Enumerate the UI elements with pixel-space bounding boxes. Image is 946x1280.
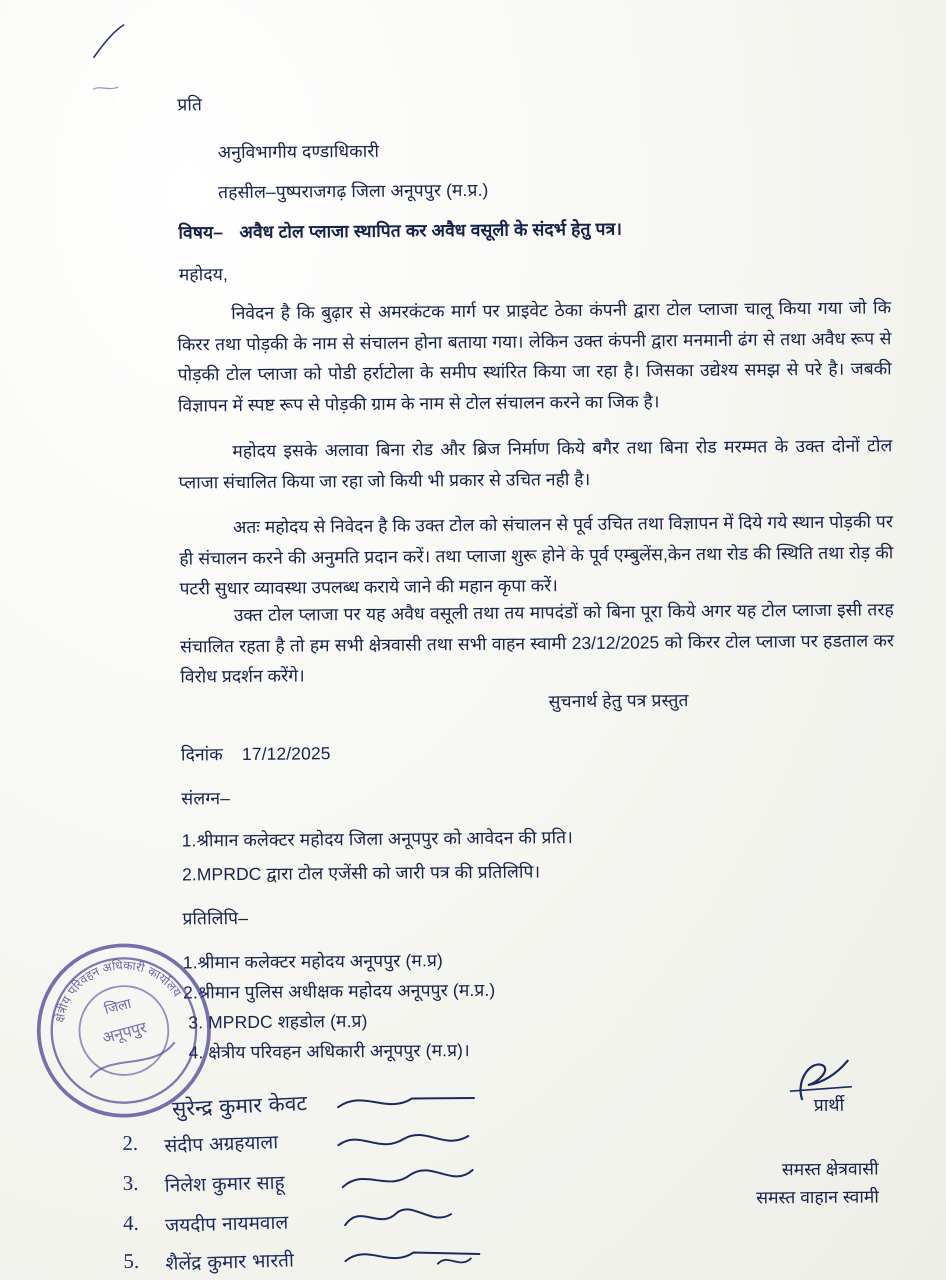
greeting: महोदय,: [178, 264, 228, 285]
signature-footer-line-1: समस्त क्षेत्रवासी: [781, 1158, 879, 1180]
signature-stroke-1-icon: [334, 1082, 484, 1123]
signature-stroke-5-icon: [341, 1238, 491, 1280]
paragraph-3: अतः महोदय से निवेदन है कि उक्त टोल को संचालन से पूर्व उचित तथा विज्ञापन में दिये गये स्थान पोड़की पर ही संचालन करने की अनुमति प्रदान करें। तथा प्लाजा शुरू होने के पूर्व एम्बुलेंस,केन तथा रोड की स्थिति तथा रोड़ की पटरी सुधार व्यावस्था उपलब्ध कराये जाने की महान कृपा करें।: [179, 511, 894, 599]
addressee-jurisdiction: तहसील–पुष्पराजगढ़ जिला अनूपपुर (म.प्र.): [217, 179, 489, 203]
addressee-salutation: प्रति: [177, 94, 203, 115]
signature-stroke-2-icon: [334, 1124, 474, 1163]
copies-item-4: 4. क्षेत्रीय परिवहन अधिकारी अनूपपुर (म.प्र)।: [188, 1040, 470, 1063]
enclosure-item-1: 1.श्रीमान कलेक्टर महोदय जिला अनूपपुर को आवेदन की प्रति।: [181, 827, 573, 851]
signatory-number-5: 5.: [123, 1248, 140, 1274]
signatory-number-3: 3.: [122, 1170, 139, 1196]
signatory-name-2: संदीप अग्रहयाला: [164, 1131, 279, 1158]
signature-name-1: सुरेन्द्र कुमार केवट: [171, 1091, 308, 1121]
stray-pen-mark-icon: [90, 21, 140, 61]
svg-text:अनूपपुर: अनूपपुर: [100, 1017, 149, 1048]
subject-text: अवैध टोल प्लाजा स्थापित कर अवैध वसूली के संदर्भ हेतु पत्र।: [239, 218, 623, 242]
date-value: 17/12/2025: [241, 743, 331, 764]
signature-stroke-4-icon: [339, 1200, 469, 1241]
signature-footer-line-2: समस्त वाहान स्वामी: [756, 1186, 879, 1208]
paragraph-1: निवेदन है कि बुढ़ार से अमरकंटक मार्ग पर प्राइवेट ठेका कंपनी द्वारा टोल प्लाजा चालू किया गया जो कि किरर तथा पोड़की के नाम से संचालन होना बताया गया। लेकिन उक्त कंपनी द्वारा मनमानी ढंग से तथा अवैध रूप से पोड़की टोल प्लाजा को पोडी हर्राटोला के समीप स्थांरित किया जा रहा है। जिसका उद्येश्य समझ से परे है। जबकी विज्ञापन में स्पष्ट रूप से पोड़की ग्राम के नाम से टोल संचालन करने का जिक है।: [177, 297, 892, 416]
svg-text:क्षेत्रीय परिवहन अधिकारी कार्य: क्षेत्रीय परिवहन अधिकारी कार्यालय: [52, 958, 185, 1024]
addressee-office: अनुविभागीय दण्डाधिकारी: [217, 140, 380, 163]
signatory-name-3: निलेश कुमार साहू: [164, 1171, 285, 1197]
enclosures-label: संलग्न–: [181, 788, 231, 809]
copies-item-3: 3. MPRDC शहडोल (म.प्र): [188, 1010, 368, 1033]
signatory-name-5: शैलेंद्र कुमार भारती: [165, 1249, 295, 1275]
paragraph-2: महोदय इसके अलावा बिना रोड और ब्रिज निर्माण किये बगैर तथा बिना रोड मरम्मत के उक्त दोनों टोल प्लाजा संचालित किया जा रहा जो कियी भी प्रकार से उचित नही है।: [178, 435, 893, 493]
enclosure-item-2: 2.MPRDC द्वारा टोल एजेंसी को जारी पत्र की प्रतिलिपि।: [181, 861, 541, 885]
signatory-number-4: 4.: [122, 1210, 139, 1236]
copies-label: प्रतिलिपि–: [182, 907, 249, 929]
stray-smudge-icon: [91, 81, 121, 97]
signatory-name-4: जयदीप नायमवाल: [164, 1211, 289, 1237]
closing-note: सुचनार्थ हेतु पत्र प्रस्तुत: [548, 690, 689, 712]
paragraph-4: उक्त टोल प्लाजा पर यह अवैध वसूली तथा तय मापदंडों को बिना पूरा किये अगर यह टोल प्लाजा इसी तरह संचालित रहता है तो हम सभी क्षेत्रवासी तथा सभी वाहन स्वामी 23/12/2025 को किरर टोल प्लाजा पर हडताल कर विरोध प्रदर्शन करेंगे।: [179, 599, 895, 687]
applicant-label: प्रार्थी: [813, 1094, 845, 1116]
date-label: दिनांक: [180, 744, 223, 765]
copies-item-1: 1.श्रीमान कलेक्टर महोदय अनूपपुर (म.प्र): [182, 950, 443, 973]
signature-stroke-3-icon: [337, 1160, 477, 1201]
subject-label: विषय–: [178, 222, 224, 243]
copies-item-2: 2.श्रीमान पुलिस अधीक्षक महोदय अनूपपुर (म.प्र.): [182, 979, 496, 1003]
svg-text:जिला: जिला: [102, 995, 133, 1019]
signatory-number-2: 2.: [122, 1130, 139, 1156]
